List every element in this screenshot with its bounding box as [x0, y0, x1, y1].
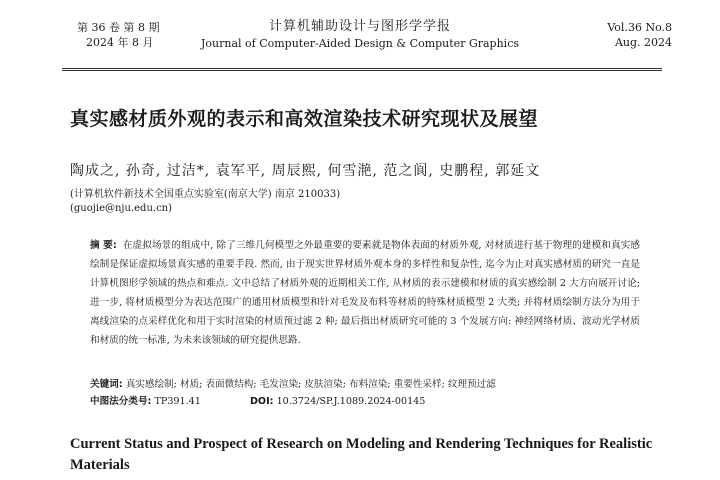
doi-value: 10.3724/SP.J.1089.2024-00145 — [276, 396, 426, 407]
header-right — [607, 20, 672, 50]
abstract-label: 摘 要: — [90, 240, 117, 251]
keywords-block — [90, 376, 650, 410]
date-zh: 2024 年 8 月 — [86, 36, 154, 49]
abstract — [90, 236, 640, 350]
header-rule-bottom — [62, 70, 662, 71]
paper-title-en: Current Status and Prospect of Research on Modeling and Rendering Techniques for Realistic Materials — [70, 436, 653, 473]
paper-title-zh: 真实感材质外观的表示和高效渲染技术研究现状及展望 — [70, 108, 539, 130]
keywords-line — [90, 376, 650, 393]
keywords-label: 关键词: — [90, 379, 123, 390]
affiliation-institution: (计算机软件新技术全国重点实验室(南京大学) 南京 210033) — [70, 189, 341, 200]
journal-name-zh: 计算机辅助设计与图形学学报 — [268, 19, 451, 34]
author-list: 陶成之, 孙奇, 过洁*, 袁军平, 周辰熙, 何雪滟, 范之阆, 史鹏程, 郭延文 — [70, 163, 541, 179]
volume-issue-zh: 第 36 卷 第 8 期 — [77, 21, 160, 34]
keywords-text: 真实感绘制; 材质; 表面微结构; 毛发渲染; 皮肤渲染; 布料渲染; 重要性采样; 纹理预过滤 — [125, 379, 496, 390]
date-en: Aug. 2024 — [614, 36, 672, 49]
header-rule-top — [62, 68, 662, 69]
classification-code: TP391.41 — [154, 396, 201, 407]
volume-issue-en: Vol.36 No.8 — [607, 21, 672, 34]
classification-line — [90, 393, 650, 410]
doi-label: DOI: — [249, 396, 274, 407]
affiliation — [70, 188, 340, 216]
classification-label: 中图法分类号: — [90, 396, 152, 407]
journal-header — [0, 0, 720, 70]
affiliation-email: (guojie@nju.edu.cn) — [70, 203, 173, 214]
journal-name-en: Journal of Computer-Aided Design & Computer Graphics — [200, 37, 519, 50]
abstract-text: 在虚拟场景的组成中, 除了三维几何模型之外最重要的要素就是物体表面的材质外观, 对材质进行基于物理的建模和真实感绘制是保证虚拟场景真实感的重要手段. 然而, 由于现实世界材质外观本身的多样性和复杂性, 迄今为止对真实感材质的研究一直是计算机图形学领域的热点和难点. 文中总结了材质外观的近期相关工作, 从材质的表示建模和材质的真实感绘制 2 大方向展开讨论; 进一步, 将材质模型分为表达范围广的通用材质模型和针对毛发及布料等材质的特殊材质模型 2 大类; 并将材质绘制方法分为用于离线渲染的点采样优化和用于实时渲染的材质预过滤 2 种; 最后指出材质研究可能的 3 个发展方向: 神经网络材质、波动光学材质和材质的统一标准, 为未来该领域的研究提供思路. — [90, 240, 640, 346]
